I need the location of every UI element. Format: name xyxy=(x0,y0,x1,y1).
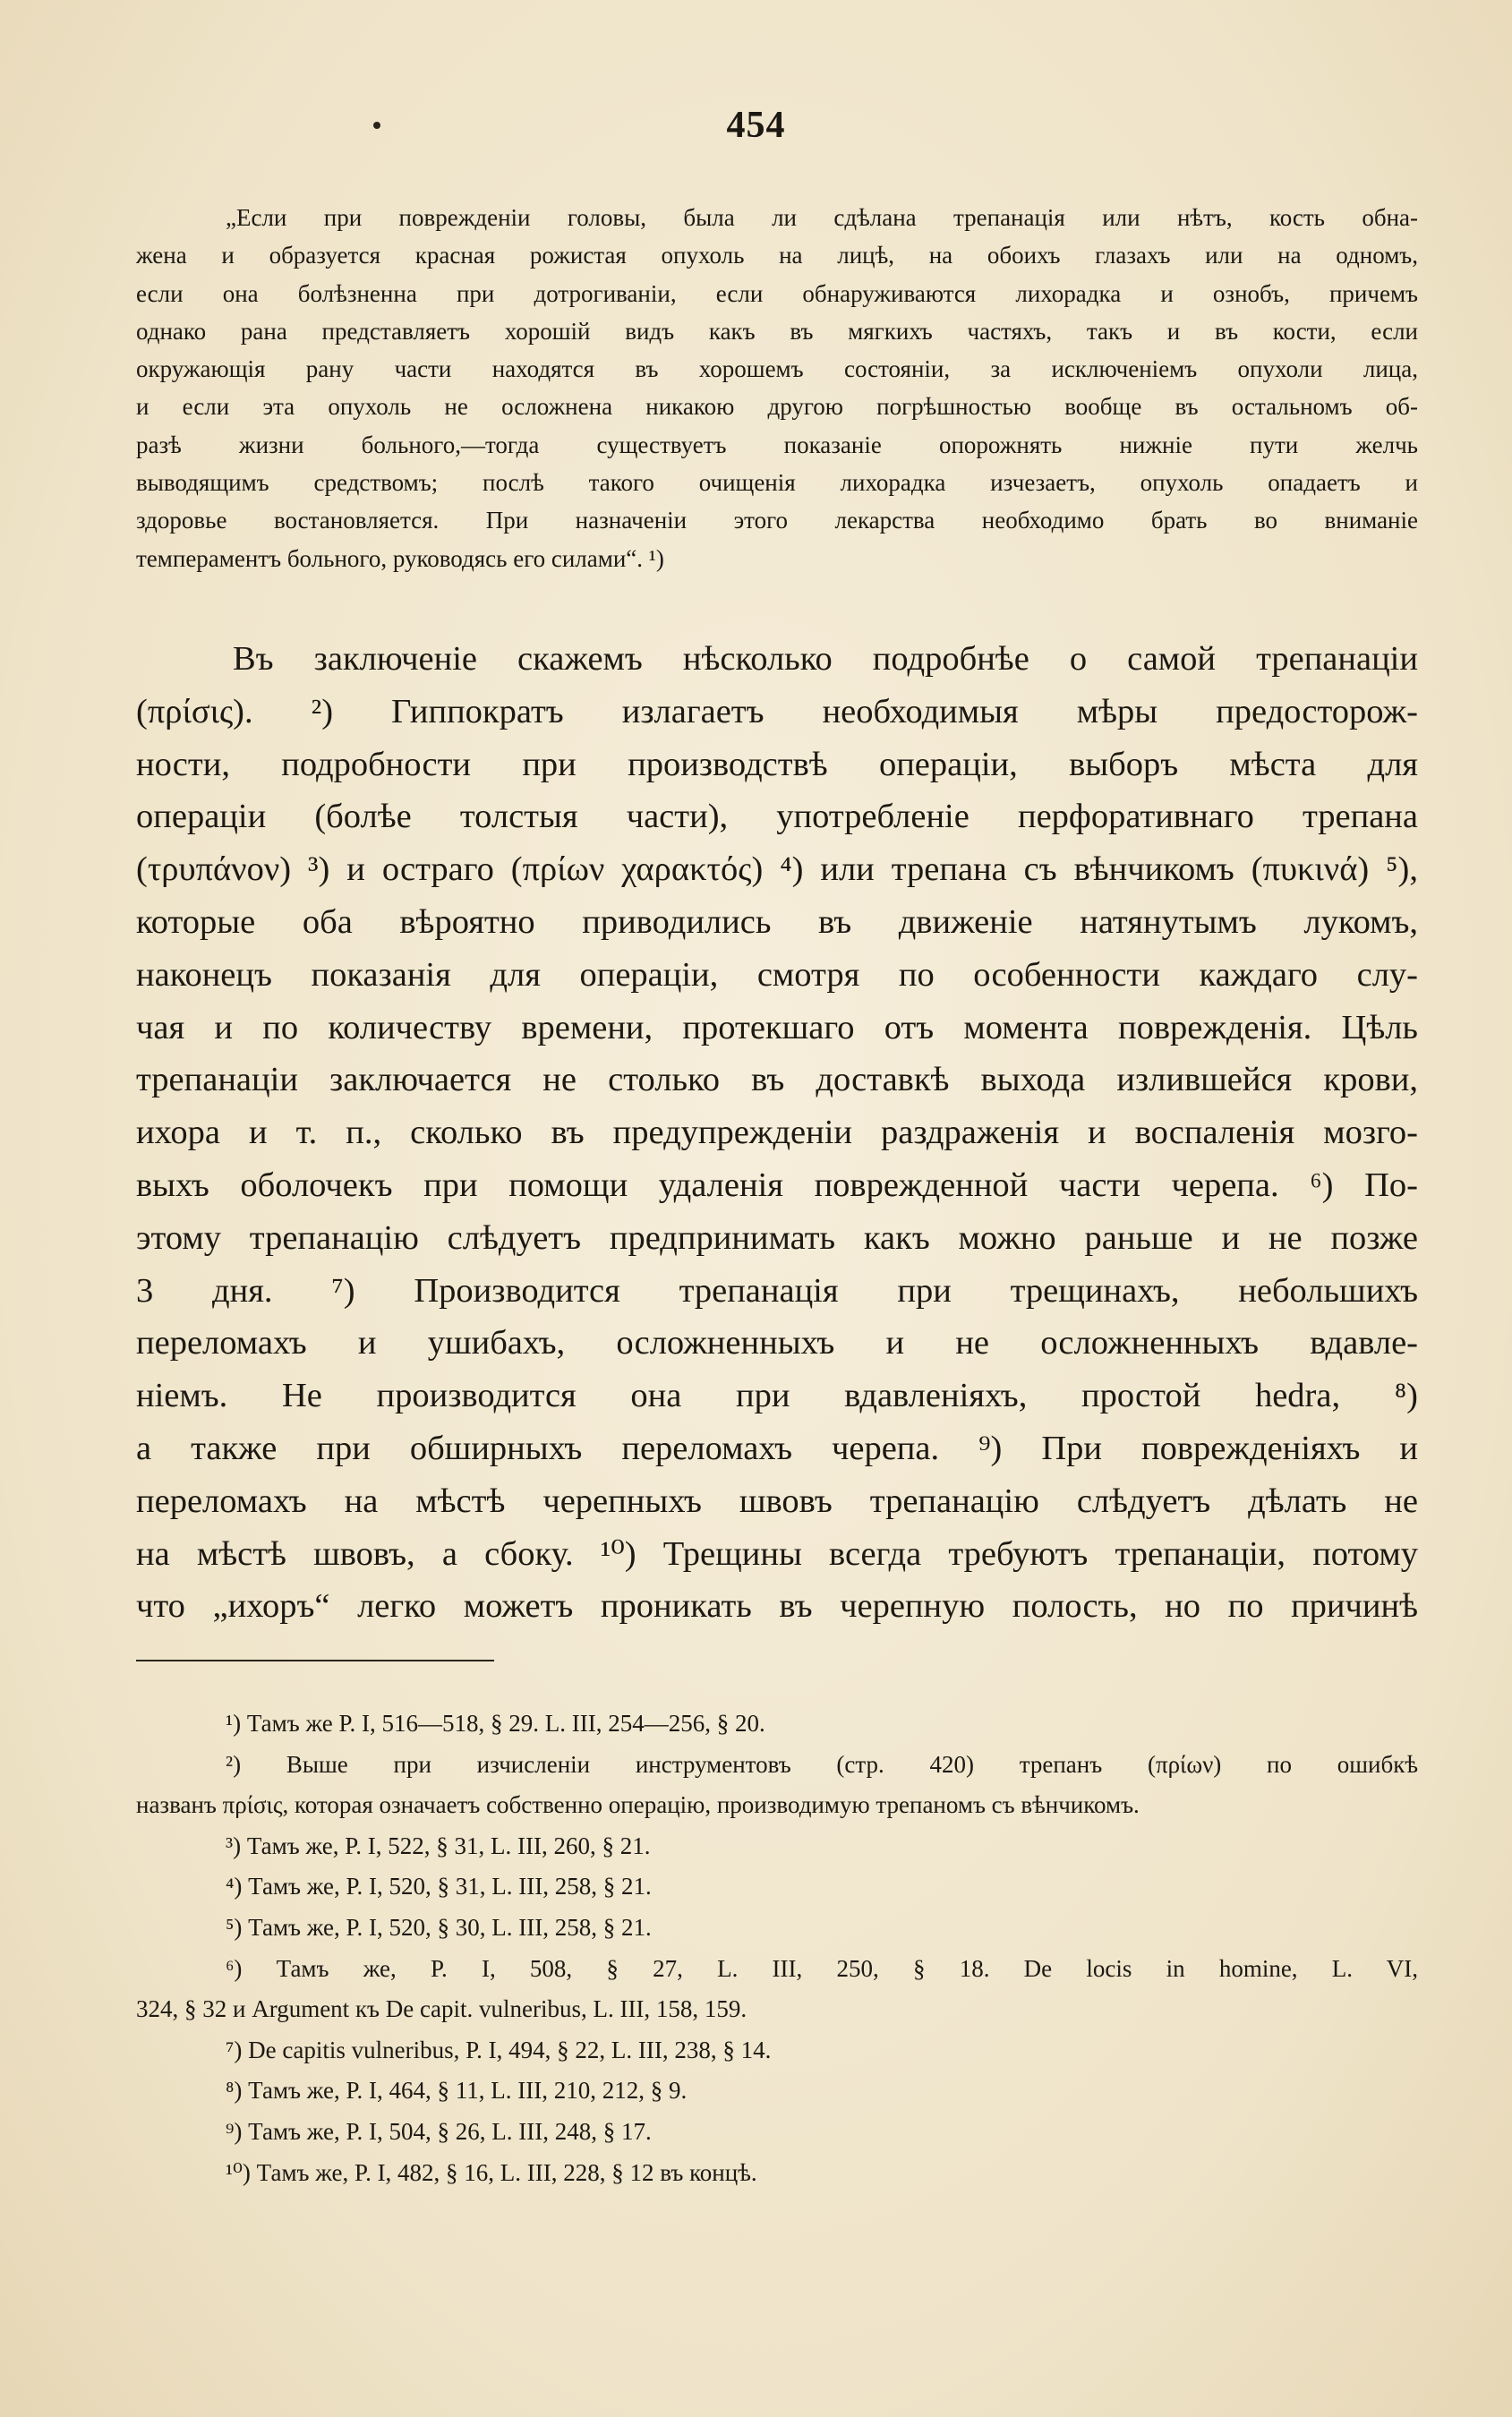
footnote-line: ¹) Тамъ же P. I, 516—518, § 29. L. III, 254—256, § 20. xyxy=(226,1710,765,1737)
body-line: (τρυπάνον) ³) и остраго (πρίων χαρακτός) ⁴) или трепана съ вѣнчикомъ (πυκινά) ⁵), xyxy=(136,850,1418,889)
footnote-line: ⁸) Тамъ же, P. I, 464, § 11, L. III, 210, 212, § 9. xyxy=(226,2077,688,2105)
body-line: ихора и т. п., сколько въ предупрежденіи раздраженія и воспаленія мозго- xyxy=(136,1114,1418,1152)
quote-line: если она болѣзненна при дотрогиваніи, если обнаруживаются лихорадка и ознобъ, причемъ xyxy=(136,279,1418,307)
body-line: операціи (болѣе толстыя части), употребленіе перфоративнаго трепана xyxy=(136,798,1418,836)
main-paragraph xyxy=(136,633,1418,1633)
body-line: переломахъ и ушибахъ, осложненныхъ и не осложненныхъ вдавле- xyxy=(136,1324,1418,1362)
footnote-line: ⁴) Тамъ же, P. I, 520, § 31, L. III, 258, § 21. xyxy=(226,1873,652,1900)
body-line: этому трепанацію слѣдуетъ предпринимать какъ можно раньше и не позже xyxy=(136,1218,1418,1257)
footnote-line: ³) Тамъ же, P. I, 522, § 31, L. III, 260, § 21. xyxy=(226,1832,651,1859)
footnote-line: ²) Выше при изчисленіи инструментовъ (стр. 420) трепанъ (πρίων) по ошибкѣ xyxy=(226,1750,1418,1778)
footnote-line: ⁷) De capitis vulneribus, P. I, 494, § 22, L. III, 238, § 14. xyxy=(226,2036,772,2063)
quote-line: темпераментъ больного, руководясь его силами“. ¹) xyxy=(136,544,664,572)
quote-line: однако рана представляетъ хорошій видъ какъ въ мягкихъ частяхъ, такъ и въ кости, если xyxy=(136,317,1418,345)
body-line: ности, подробности при производствѣ операціи, выборъ мѣста для xyxy=(136,745,1418,783)
body-line: выхъ оболочекъ при помощи удаленія поврежденной части черепа. ⁶) По- xyxy=(136,1166,1418,1204)
quote-line: выводящимъ средствомъ; послѣ такого очищенія лихорадка изчезаетъ, опухоль опадаетъ и xyxy=(136,469,1418,497)
body-line: которые оба вѣроятно приводились въ движеніе натянутымъ лукомъ, xyxy=(136,902,1418,941)
footnote-line: 324, § 32 и Argument къ De capit. vulneribus, L. III, 158, 159. xyxy=(136,1995,747,2023)
quote-line: и если эта опухоль не осложнена никакою другою погрѣшностью вообще въ остальномъ об- xyxy=(136,393,1418,421)
footnote-line: ⁵) Тамъ же, P. I, 520, § 30, L. III, 258, § 21. xyxy=(226,1913,652,1941)
quote-line: окружающія рану части находятся въ хорошемъ состояніи, за исключеніемъ опухоли лица, xyxy=(136,355,1418,383)
footnotes xyxy=(136,1704,1418,2193)
body-line: 3 дня. ⁷) Производится трепанація при трещинахъ, небольшихъ xyxy=(136,1271,1418,1310)
quote-line: здоровье востановляется. При назначеніи этого лекарства необходимо брать во вниманіе xyxy=(136,507,1418,534)
footnote-line: ⁹) Тамъ же, P. I, 504, § 26, L. III, 248, § 17. xyxy=(226,2117,652,2145)
body-line: на мѣстѣ швовъ, а сбоку. ¹⁰) Трещины всегда требуютъ трепанаціи, потому xyxy=(136,1534,1418,1573)
footnote-separator xyxy=(136,1660,494,1661)
quote-line: разѣ жизни больного,—тогда существуетъ показаніе опорожнять нижніе пути желчь xyxy=(136,431,1418,458)
body-line: что „ихоръ“ легко можетъ проникать въ черепную полость, но по причинѣ xyxy=(136,1587,1418,1626)
body-line: наконецъ показанія для операціи, смотря по особенности каждаго слу- xyxy=(136,955,1418,994)
footnote-line: названъ πρίσις, которая означаетъ собственно операцію, производимую трепаномъ съ вѣнчикомъ. xyxy=(136,1791,1140,1819)
quote-line: жена и образуется красная рожистая опухоль на лицѣ, на обоихъ глазахъ или на одномъ, xyxy=(136,242,1418,269)
body-line: (πρίσις). ²) Гиппократъ излагаетъ необходимыя мѣры предосторож- xyxy=(136,692,1418,730)
body-line: переломахъ на мѣстѣ черепныхъ швовъ трепанацію слѣдуетъ дѣлать не xyxy=(136,1482,1418,1520)
footnote-line: ⁶) Тамъ же, P. I, 508, § 27, L. III, 250, § 18. De locis in homine, L. VI, xyxy=(226,1954,1418,1982)
body-line: трепанаціи заключается не столько въ доставкѣ выхода излившейся крови, xyxy=(136,1061,1418,1099)
quoted-passage xyxy=(136,199,1418,577)
body-line: а также при обширныхъ переломахъ черепа. ⁹) При поврежденіяхъ и xyxy=(136,1429,1418,1467)
body-line: ніемъ. Не производится она при вдавленіяхъ, простой hedra, ⁸) xyxy=(136,1377,1418,1415)
quote-line: „Если при поврежденіи головы, была ли сдѣлана трепанація или нѣтъ, кость обна- xyxy=(226,204,1418,231)
body-line: Въ заключеніе скажемъ нѣсколько подробнѣе о самой трепанаціи xyxy=(233,640,1418,678)
body-line: чая и по количеству времени, протекшаго отъ момента поврежденія. Цѣль xyxy=(136,1008,1418,1046)
page-number: 454 xyxy=(726,105,786,146)
footnote-line: ¹⁰) Тамъ же, P. I, 482, § 16, L. III, 228, § 12 въ концѣ. xyxy=(226,2158,757,2186)
